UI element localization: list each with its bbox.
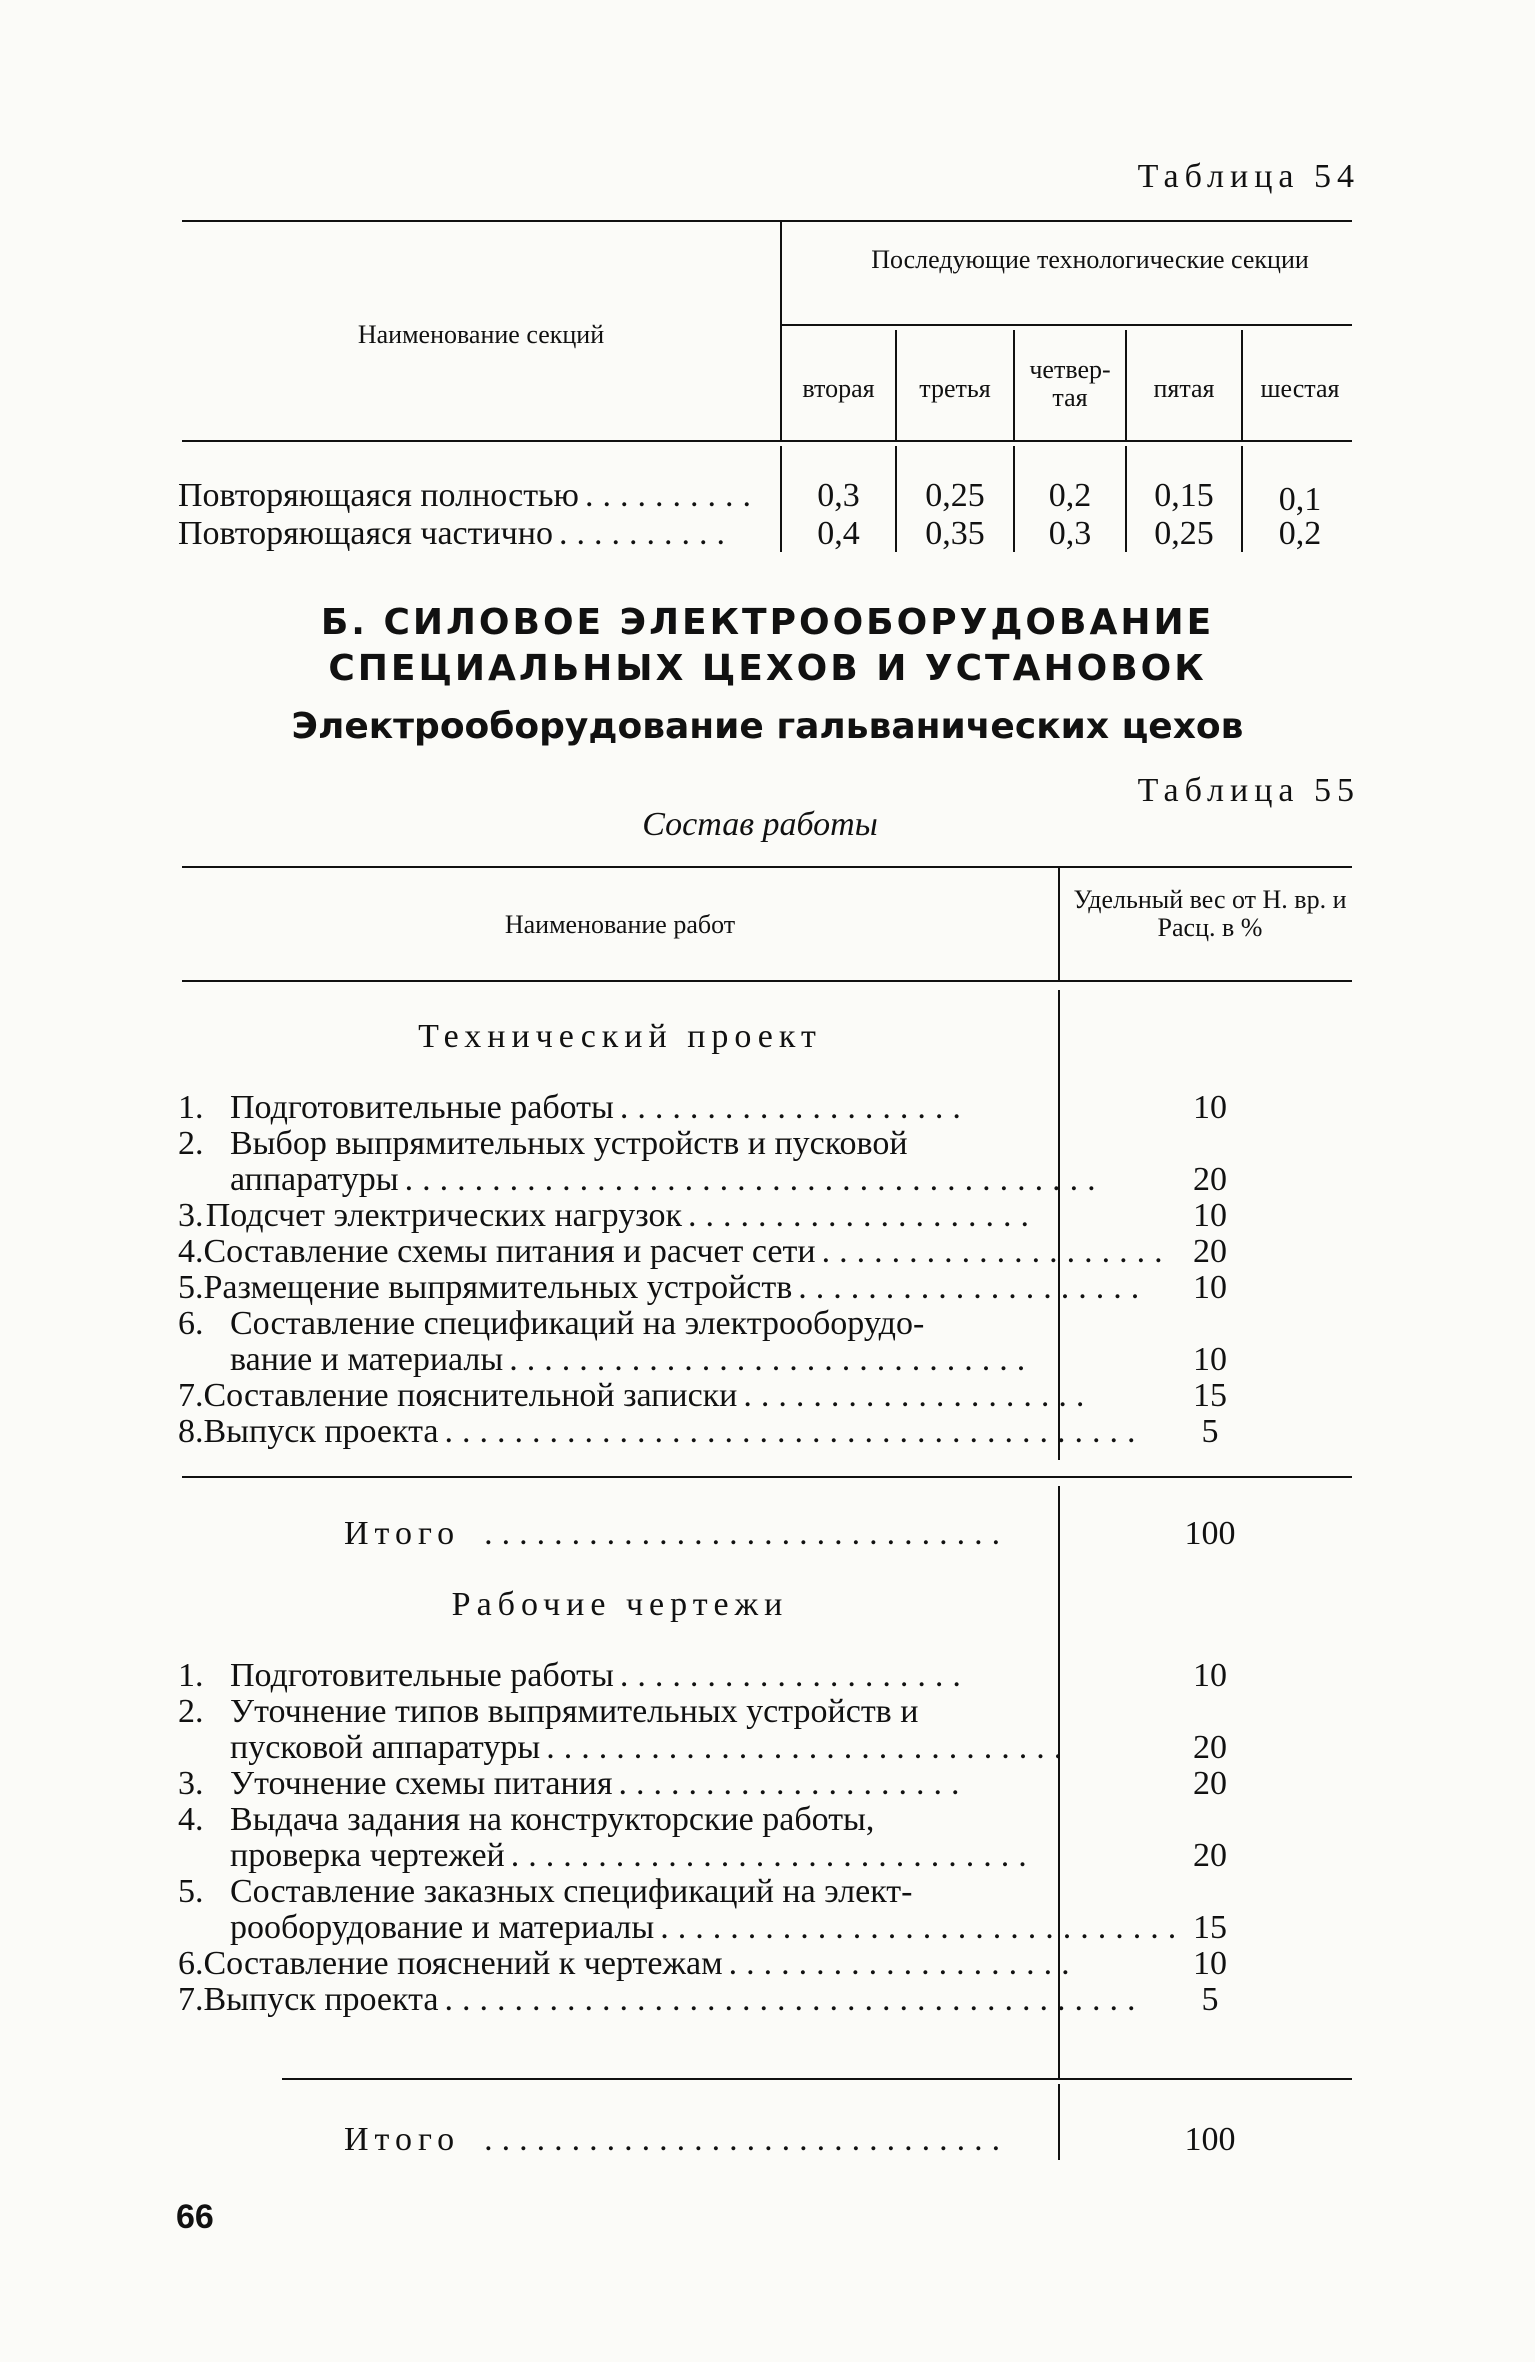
item-number: 1. xyxy=(178,1657,204,1694)
item-value: 20 xyxy=(1193,1729,1227,1766)
work-item: 6. Составление пояснений к чертежам .................... xyxy=(178,1945,1079,1982)
item-text: Составление спецификаций на электрооборудо- xyxy=(230,1305,925,1342)
item-text: Уточнение схемы питания xyxy=(230,1765,613,1802)
item-value: 10 xyxy=(1193,1657,1227,1694)
item-number: 5. xyxy=(178,1873,204,1910)
total-value: 100 xyxy=(1184,2121,1236,2158)
table54-row-name: Повторяющаяся частично xyxy=(178,515,553,552)
item-text: аппаратуры xyxy=(230,1161,399,1198)
item-text: Уточнение типов выпрямительных устройств и xyxy=(230,1693,919,1730)
item-number: 1. xyxy=(178,1089,204,1126)
table54-group-rule xyxy=(782,324,1352,326)
total-rule xyxy=(182,1476,1352,1478)
table54-cell: 0,1 xyxy=(1278,481,1322,518)
table54-header-rule xyxy=(182,440,1352,442)
table54-col-header: шестая xyxy=(1260,374,1340,403)
item-number: 3. xyxy=(178,1765,204,1802)
item-text: Составление заказных спецификаций на элект- xyxy=(230,1873,913,1910)
work-item-cont: рооборудование и материалы .............................. xyxy=(230,1909,1186,1946)
item-text: Подготовительные работы xyxy=(230,1657,614,1694)
work-item: 8. Выпуск проекта ........................................ xyxy=(178,1413,1145,1450)
item-text: Составление пояснительной записки xyxy=(203,1377,738,1414)
item-number: 4. xyxy=(178,1801,204,1838)
item-number: 7. xyxy=(178,1981,204,2018)
item-text: Составление пояснений к чертежам xyxy=(203,1945,723,1982)
item-number: 2. xyxy=(178,1693,204,1730)
item-value: 20 xyxy=(1193,1765,1227,1802)
table54-col-header: пятая xyxy=(1153,374,1215,403)
item-number: 2. xyxy=(178,1125,204,1162)
table54-cell: 0,15 xyxy=(1154,477,1214,514)
table54-cell: 0,4 xyxy=(817,515,860,552)
table55-caption: Таблица 55 xyxy=(1137,772,1360,809)
work-item xyxy=(178,1126,1038,1162)
item-value: 10 xyxy=(1193,1089,1227,1126)
work-item xyxy=(178,1306,1038,1342)
work-item xyxy=(178,1694,1038,1730)
table54-row: Повторяющаяся полностью .......... xyxy=(178,477,760,514)
item-value: 20 xyxy=(1193,1837,1227,1874)
section-title: СПЕЦИАЛЬНЫХ ЦЕХОВ И УСТАНОВОК xyxy=(328,648,1207,689)
total-row: Итого .............................. xyxy=(344,1515,1010,1552)
work-item-cont: аппаратуры ........................................ xyxy=(230,1161,1105,1198)
total-label: Итого xyxy=(344,2121,461,2158)
item-value: 20 xyxy=(1193,1233,1227,1270)
item-text: Выпуск проекта xyxy=(203,1413,439,1450)
table55-top-rule xyxy=(182,866,1352,868)
item-text: Выпуск проекта xyxy=(203,1981,439,2018)
table55-header-rule xyxy=(182,980,1352,982)
table54-row: Повторяющаяся частично .......... xyxy=(178,515,734,552)
item-text: Составление схемы питания и расчет сети xyxy=(203,1233,816,1270)
item-text: рооборудование и материалы xyxy=(230,1909,655,1946)
item-text: вание и материалы xyxy=(230,1341,504,1378)
item-number: 3. xyxy=(178,1197,204,1234)
work-item-cont: пусковой аппаратуры .............................. xyxy=(230,1729,1072,1766)
item-value: 15 xyxy=(1193,1909,1227,1946)
work-item-cont: проверка чертежей .............................. xyxy=(230,1837,1036,1874)
item-value: 10 xyxy=(1193,1945,1227,1982)
item-text: Подсчет электрических нагрузок xyxy=(205,1197,682,1234)
table54-cell: 0,3 xyxy=(1048,515,1092,552)
item-number: 4. xyxy=(178,1233,204,1270)
table55-title: Состав работы xyxy=(642,806,878,843)
work-item xyxy=(178,1802,1038,1838)
item-text: Выдача задания на конструкторские работы, xyxy=(230,1801,875,1838)
table54-cell: 0,2 xyxy=(1048,477,1092,514)
item-text: Выбор выпрямительных устройств и пусковой xyxy=(230,1125,908,1162)
total-value: 100 xyxy=(1184,1515,1236,1552)
work-item: 5. Размещение выпрямительных устройств .................... xyxy=(178,1269,1149,1306)
table54-cell: 0,25 xyxy=(1154,515,1214,552)
page-number: 66 xyxy=(176,2198,214,2236)
item-value: 10 xyxy=(1193,1341,1227,1378)
table54-group-header: Последующие технологические секции xyxy=(871,245,1309,274)
item-value: 10 xyxy=(1193,1269,1227,1306)
item-value: 15 xyxy=(1193,1377,1227,1414)
item-number: 6. xyxy=(178,1945,204,1982)
table54-name-header: Наименование секций xyxy=(357,320,605,349)
work-item: 4. Составление схемы питания и расчет сети .................... xyxy=(178,1233,1172,1270)
table55-name-header: Наименование работ xyxy=(504,910,736,939)
item-value: 5 xyxy=(1201,1981,1219,2018)
item-value: 5 xyxy=(1201,1413,1219,1450)
table54-col-header: четвер-тая xyxy=(1029,355,1111,412)
item-text: Подготовительные работы xyxy=(230,1089,614,1126)
total-rule xyxy=(282,2078,1352,2080)
work-item xyxy=(178,1874,1038,1910)
section-subtitle: Электрооборудование гальванических цехов xyxy=(291,706,1244,747)
table54-cell: 0,3 xyxy=(817,477,860,514)
table55-header-divider xyxy=(1058,868,1060,980)
item-text: Размещение выпрямительных устройств xyxy=(203,1269,793,1306)
work-item: 7. Выпуск проекта ........................................ xyxy=(178,1981,1145,2018)
table54-cell: 0,35 xyxy=(925,515,985,552)
table54-cell: 0,25 xyxy=(925,477,985,514)
work-item: 7. Составление пояснительной записки .................... xyxy=(178,1377,1094,1414)
work-item: 1. Подготовительные работы .................... xyxy=(178,1657,970,1694)
table54-col-header: третья xyxy=(919,374,991,403)
item-number: 8. xyxy=(178,1413,204,1450)
group-heading: Рабочие чертежи xyxy=(451,1586,789,1623)
table54-caption: Таблица 54 xyxy=(1137,158,1360,195)
total-row: Итого .............................. xyxy=(344,2121,1010,2158)
section-title: Б. СИЛОВОЕ ЭЛЕКТРООБОРУДОВАНИЕ xyxy=(320,602,1215,643)
item-text: проверка чертежей xyxy=(230,1837,505,1874)
table54-cell: 0,2 xyxy=(1278,515,1322,552)
work-item: 3. Подсчет электрических нагрузок .................... xyxy=(178,1197,1038,1234)
item-value: 20 xyxy=(1193,1161,1227,1198)
item-number: 5. xyxy=(178,1269,204,1306)
table55-value-header: Удельный вес от Н. вр. и Расц. в % xyxy=(1073,885,1347,942)
work-item: 3. Уточнение схемы питания .................... xyxy=(178,1765,969,1802)
group-heading: Технический проект xyxy=(418,1018,822,1055)
item-number: 6. xyxy=(178,1305,204,1342)
item-number: 7. xyxy=(178,1377,204,1414)
table54-row-name: Повторяющаяся полностью xyxy=(178,477,579,514)
total-divider xyxy=(1058,2084,1060,2160)
table54-col-divider xyxy=(780,222,782,440)
work-item-cont: вание и материалы .............................. xyxy=(230,1341,1035,1378)
item-text: пусковой аппаратуры xyxy=(230,1729,541,1766)
work-item: 1. Подготовительные работы .................... xyxy=(178,1089,970,1126)
total-label: Итого xyxy=(344,1515,461,1552)
table54-col-header: вторая xyxy=(802,374,875,403)
table54-top-rule xyxy=(182,220,1352,222)
item-value: 10 xyxy=(1193,1197,1227,1234)
